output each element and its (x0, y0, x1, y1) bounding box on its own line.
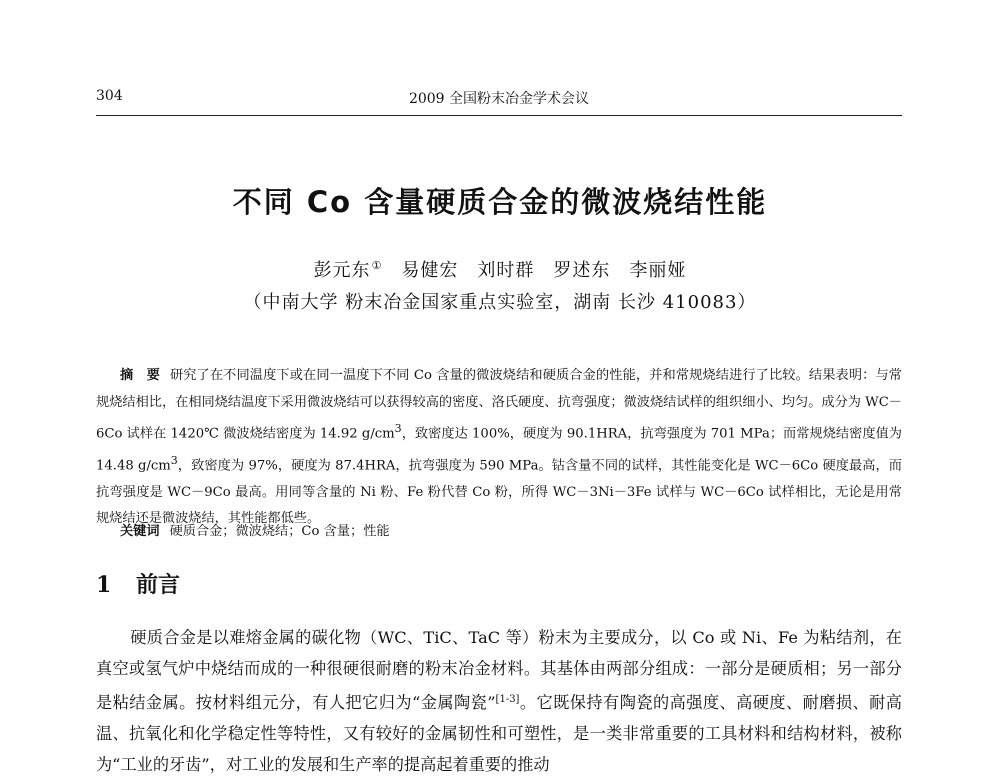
author-list (0, 256, 1000, 282)
abstract-text-2: ，致密度达 100%，硬度为 90.1HRA，抗弯强度为 701 MPa；而常规烧结密度值为 14.48 g/cm (96, 426, 902, 474)
affiliation: （中南大学 粉末冶金国家重点实验室，湖南 长沙 410083） (243, 292, 757, 313)
section-heading (96, 568, 180, 599)
keywords-label: 关键词 (120, 524, 160, 539)
abstract-superscript-1: 3 (394, 422, 402, 435)
co-authors: 易健宏 刘时群 罗述东 李丽娅 (401, 260, 687, 281)
abstract-superscript-2: 3 (170, 453, 178, 467)
abstract-text-1: 研究了在不同温度下或在同一温度下不同 Co 含量的微波烧结和硬质合金的性能，并和常规烧结进行了比较。结果表明：与常规烧结相比，在相同烧结温度下采用微波烧结可以获得较高的密度、洛氏硬度、抗弯强度；微波烧结试样的组织细小、均匀。成分为 WC－6Co 试样在 1420℃ 微波烧结密度为 14.92 g/cm (96, 368, 902, 442)
keywords-text: 硬质合金；微波烧结；Co 含量；性能 (169, 524, 390, 539)
page-number: 304 (96, 88, 123, 104)
intro-text-1: 硬质合金是以难熔金属的碳化物（WC、TiC、TaC 等）粉末为主要成分，以 Co 或 Ni、Fe 为粘结剂，在真空或氢气炉中烧结而成的一种很硬很耐磨的粉末冶金材料。其基体由两部分组成：一部分是硬质相；另一部分是粘结金属。按材料组元分，有人把它归为“金属陶瓷” (96, 628, 902, 712)
first-author: 彭元东 (313, 260, 371, 281)
header-rule (96, 115, 902, 116)
intro-text-2: 。它既保持有陶瓷的高强度、高硬度、耐磨损、耐高温、抗氧化和化学稳定性等特性，又有较好的金属韧性和可塑性，是一类非常重要的工具材料和结构材料，被称为“工业的牙齿”，对工业的发展和生产率的提高起着重要的推动 (96, 693, 902, 774)
paper-title: 不同 Co 含量硬质合金的微波烧结性能 (232, 185, 768, 219)
journal-name: 2009 全国粉末冶金学术会议 (408, 91, 590, 107)
section-title: 前言 (136, 572, 181, 598)
intro-paragraph (96, 622, 902, 780)
running-header (96, 88, 902, 112)
abstract-text-3: ，致密度为 97%，硬度为 87.4HRA，抗弯强度为 590 MPa。钴含量不同的试样，其性能变化是 WC－6Co 硬度最高，而抗弯强度是 WC－9Co 最高。用同等含量的 Ni 粉、Fe 粉代替 Co 粉，所得 WC－3Ni－3Fe 试样与 WC－6Co 试样相比，无论是用常规烧结还是微波烧结，其性能都低些。 (96, 458, 902, 527)
author-footnote-mark: ① (371, 259, 383, 272)
section-number: 1 (96, 572, 112, 598)
abstract (96, 363, 902, 533)
abstract-label: 摘 要 (120, 368, 160, 383)
keywords (120, 520, 902, 544)
citation-ref: [1-3] (495, 694, 520, 705)
